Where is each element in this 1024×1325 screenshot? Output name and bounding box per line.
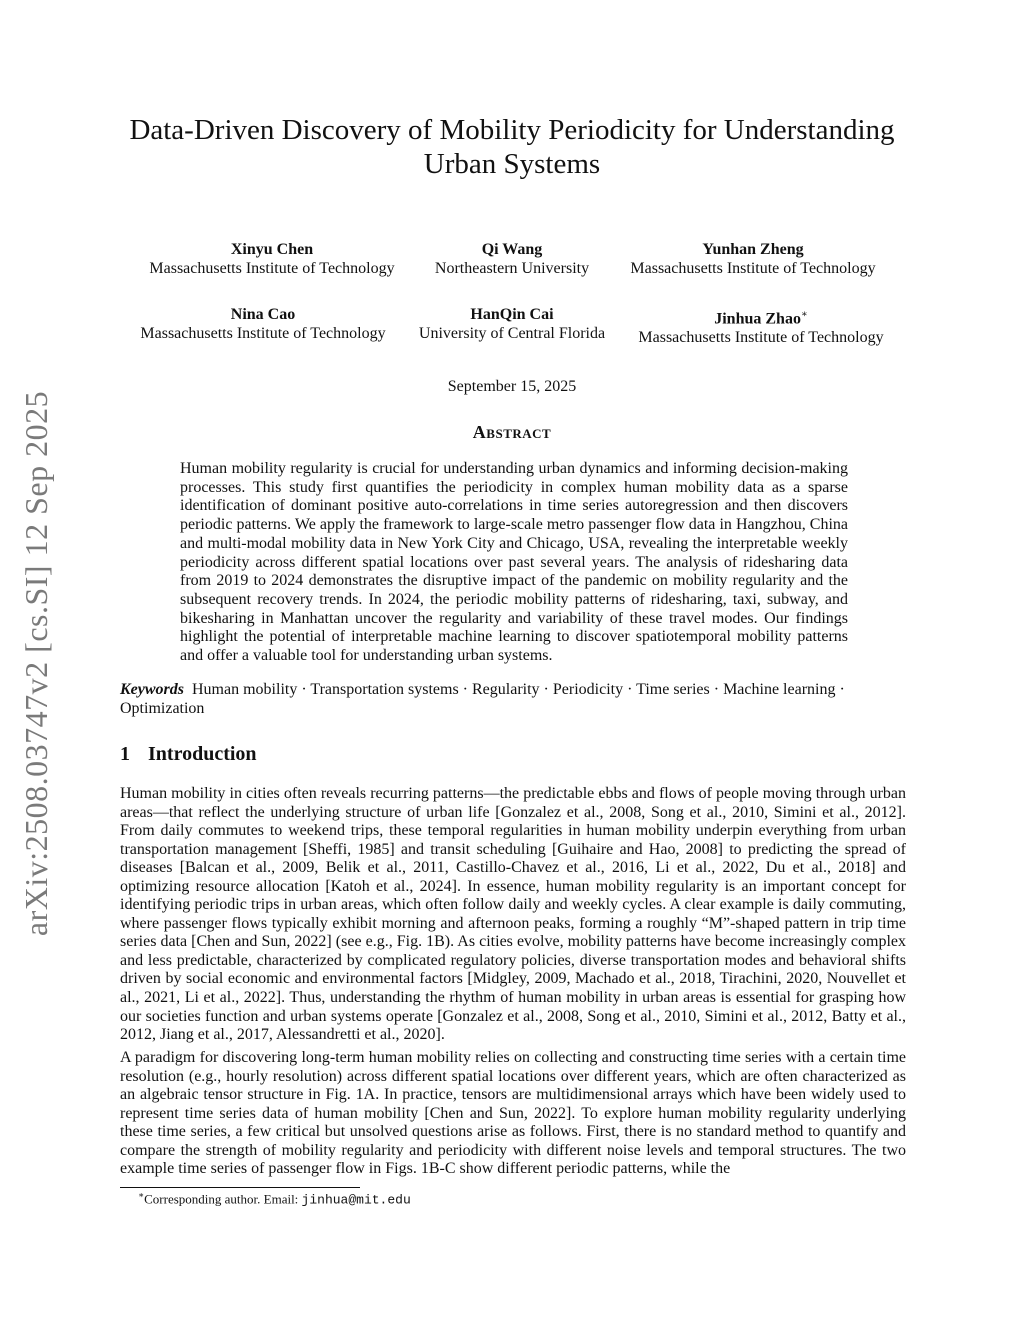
author-affiliation: Massachusetts Institute of Technology (638, 329, 884, 347)
author-block (611, 305, 911, 347)
author-affiliation: Massachusetts Institute of Technology (140, 325, 386, 342)
author-affiliation: Massachusetts Institute of Technology (149, 260, 395, 277)
paper-title: Data-Driven Discovery of Mobility Periodicity for Understanding Urban Systems (129, 114, 895, 180)
author-affiliation: Northeastern University (434, 260, 590, 277)
author-name: Xinyu Chen (230, 241, 314, 258)
corresponding-email[interactable]: jinhua@mit.edu (301, 1192, 411, 1208)
author-name: Qi Wang (481, 241, 543, 258)
arxiv-id-text: arXiv:2508.03747v2 [cs.SI] 12 Sep 2025 (18, 390, 55, 936)
author-affiliation: University of Central Florida (418, 325, 606, 342)
footnote-mark: ∗ (138, 1190, 145, 1200)
author-affiliation: Massachusetts Institute of Technology (630, 260, 876, 277)
section-title: Introduction (148, 743, 257, 765)
abstract-heading: Abstract (472, 422, 552, 442)
author-name-corresponding: Jinhua Zhao∗ (714, 309, 808, 328)
keywords (120, 681, 906, 718)
author-name: HanQin Cai (470, 306, 554, 323)
keywords-label: Keywords (120, 681, 184, 698)
arxiv-identifier-sidebar (12, 378, 62, 948)
body-paragraph: Human mobility in cities often reveals recurring patterns—the predictable ebbs and flows of people moving through urban areas—that reflect the underlying structure of urban life [Gonzalez et al., 2008, Song et al., 2010, Simini et al., 2012]. From daily commutes to weekend trips, these temporal regularities in human mobility underpin everything from urban transportation management [Sheffi, 1985] and transit scheduling [Guihaire and Hao, 2008] to predicting the spread of diseases [Balcan et al., 2009, Belik et al., 2011, Castillo-Chavez et al., 2016, Li et al., 2022, Du et al., 2018] and optimizing resource allocation [Katoh et al., 2024]. In essence, human mobility regularity is an important concept for identifying periodic trips in urban areas, which often follow daily and weekly cycles. A clear example is daily commuting, where passenger flows typically exhibit morning and afternoon peaks, forming a roughly “M”-shaped pattern in trip time series data [Chen and Sun, 2022] (see e.g., Fig. 1B). As cities evolve, mobility patterns have become increasingly complex and less predictable, characterized by complicated regulatory policies, diverse transportation modes and behavioral shifts driven by social economic and environmental factors [Midgley, 2009, Machado et al., 2018, Tirachini, 2020, Nouvellet et al., 2021, Li et al., 2022]. Thus, understanding the rhythm of human mobility in urban areas is essential for grasping how our societies function and urban systems operate [Gonzalez et al., 2008, Song et al., 2010, Simini et al., 2012, Batty et al., 2012, Jiang et al., 2017, Alessandretti et al., 2020]. (120, 785, 906, 1044)
author-name: Nina Cao (230, 306, 296, 323)
author-name: Yunhan Zheng (702, 241, 804, 258)
section-number: 1 (120, 743, 130, 765)
section-heading-introduction (120, 743, 257, 766)
keywords-list: Human mobility · Transportation systems · Regularity · Periodicity · Time series · Machine learning · Optimization (120, 681, 845, 717)
footnote-marker[interactable]: ∗ (800, 309, 808, 320)
footnote-text: Corresponding author. Email: (144, 1191, 302, 1207)
footnote (138, 1190, 411, 1207)
abstract-text: Human mobility regularity is crucial for understanding urban dynamics and informing decision-making processes. This study first quantifies the periodicity in complex human mobility data as a sparse identification of dominant positive auto-correlations in time series autoregression and then discovers periodic patterns. We apply the framework to large-scale metro passenger flow data in Hangzhou, China and multi-modal mobility data in New York City and Chicago, USA, revealing the interpretable weekly periodicity across different spatial locations over past several years. The analysis of ridesharing data from 2019 to 2024 demonstrates the disruptive impact of the pandemic on mobility regularity and the subsequent recovery trends. In 2024, the periodic mobility patterns of ridesharing, taxi, subway, and bikesharing in Manhattan uncover the regularity and variability of these travel modes. Our findings highlight the potential of interpretable machine learning to discover spatiotemporal mobility patterns and offer a valuable tool for understanding urban systems. (180, 460, 848, 665)
paper-date: September 15, 2025 (447, 378, 577, 395)
footnote-divider (120, 1187, 360, 1188)
author-block (603, 240, 903, 278)
body-paragraph: A paradigm for discovering long-term human mobility relies on collecting and constructing time series with a certain time resolution (e.g., hourly resolution) across different spatial locations over different years, which are often characterized as an algebraic tensor structure in Fig. 1A. In practice, tensors are multidimensional arrays which have been widely used to represent time series data of human mobility [Chen and Sun, 2022]. To explore human mobility regularity underlying these time series, a few critical but unsolved questions arise as follows. First, there is no standard method to quantify and compare the strength of mobility regularity and periodicity with different noise levels and temporal structures. The two example time series of passenger flow in Figs. 1B-C show different periodic patterns, while the (120, 1049, 906, 1178)
